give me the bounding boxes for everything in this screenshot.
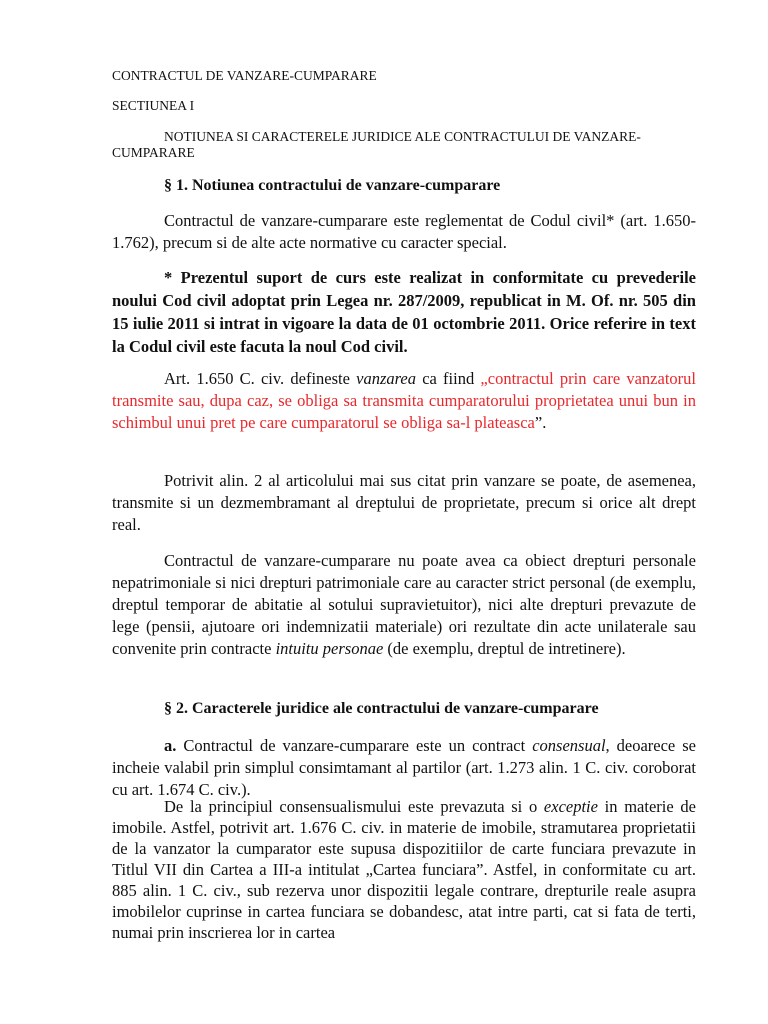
- paragraph-consensual: a. Contractul de vanzare-cumparare este un contract consensual, deoarece se incheie valabil prin simplul consimtamant al partilor (art. 1.273 alin. 1 C. civ. coroborat cu art. 1.674 C. civ.).: [112, 736, 696, 799]
- paragraph-alin2: Potrivit alin. 2 al articolului mai sus citat prin vanzare se poate, de asemenea, transmite si un dezmembramant al dreptului de proprietate, precum si orice alt drept real.: [112, 471, 696, 534]
- section-label: SECTIUNEA I: [112, 98, 195, 113]
- paragraph-codul-civil: Contractul de vanzare-cumparare este reglementat de Codul civil* (art. 1.650-1.762), precum si de alte acte normative cu caracter special.: [112, 211, 696, 252]
- section1-heading: § 1. Notiunea contractului de vanzare-cumparare: [164, 177, 501, 194]
- section2-heading: § 2. Caracterele juridice ale contractului de vanzare-cumparare: [164, 700, 599, 717]
- term-consensual: consensual: [532, 736, 606, 755]
- document-title: CONTRACTUL DE VANZARE-CUMPARARE: [112, 68, 377, 83]
- section-subtitle: NOTIUNEA SI CARACTERELE JURIDICE ALE CONTRACTULUI DE VANZARE-CUMPARARE: [112, 129, 641, 160]
- paragraph-obiect: Contractul de vanzare-cumparare nu poate avea ca obiect drepturi personale nepatrimoniale si nici drepturi patrimoniale care au caracter strict personal (de exemplu, dreptul temporar de abitatie al sotului supravietuitor), nici alte drepturi prevazute de lege (pensii, ajutoare ori indemnizatii materiale) ori rezultate din acte unilaterale sau convenite prin contracte intuitu personae (de exemplu, dreptul de intretinere).: [112, 551, 696, 658]
- term-exceptie: exceptie: [543, 797, 598, 816]
- footnote-paragraph: * Prezentul suport de curs este realizat in conformitate cu prevederile noului Cod civil adoptat prin Legea nr. 287/2009, republicat in M. Of. nr. 505 din 15 iulie 2011 si intrat in vigoare la data de 01 octombrie 2011. Orice referire in text la Codul civil este facuta la noul Cod civil.: [112, 268, 696, 356]
- definition-quote: contractul prin care vanzatorul transmite sau, dupa caz, se obliga sa transmita cumparatorului proprietatea unui bun in schimbul unui pret pe care cumparatorul se obliga sa-l plateasca: [112, 369, 696, 432]
- term-vanzarea: vanzarea: [356, 369, 417, 388]
- paragraph-exceptie: De la principiul consensualismului este prevazuta si o exceptie in materie de imobile. Astfel, potrivit art. 1.676 C. civ. in materie de imobile, stramutarea proprietatii de la vanzator la cumparator este supusa dispozitiilor de carte funciara prevazute in Titlul VII din Cartea a III-a intitulat „Cartea funciara”. Astfel, in conformitate cu art. 885 alin. 1 C. civ., sub rezerva unor dispozitii legale contrare, drepturile reale asupra imobilelor cuprinse in cartea funciara se dobandesc, atat intre parti, cat si fata de terti, numai prin inscrierea lor in cartea: [112, 797, 696, 942]
- paragraph-definitie: Art. 1.650 C. civ. defineste vanzarea ca fiind „contractul prin care vanzatorul transmite sau, dupa caz, se obliga sa transmita cumparatorului proprietatea unui bun in schimbul unui pret pe care cumparatorul se obliga sa-l plateasca”.: [112, 369, 696, 432]
- term-intuitu-personae: intuitu personae: [275, 639, 384, 658]
